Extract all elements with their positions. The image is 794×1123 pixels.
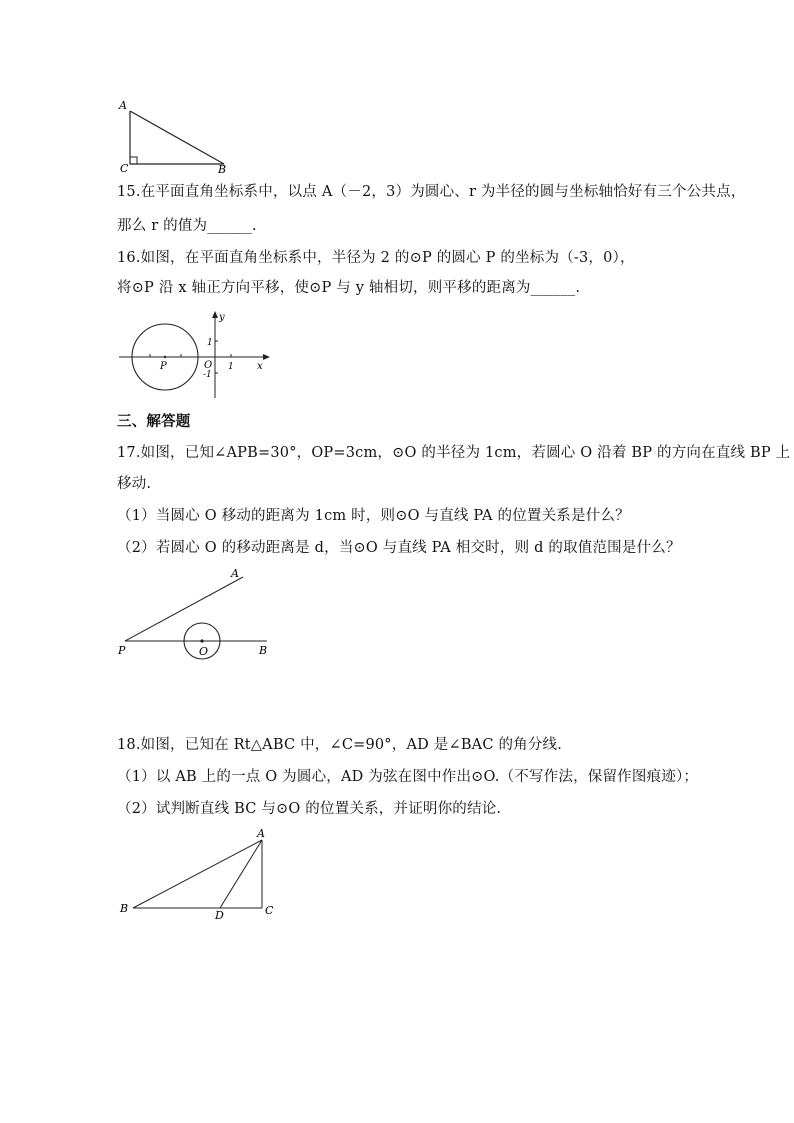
label-c: C: [120, 162, 129, 175]
label-a: A: [119, 99, 127, 112]
label-a: A: [231, 567, 239, 580]
label-c: C: [265, 904, 274, 917]
label-b: B: [120, 902, 129, 915]
axis-x-label: x: [257, 361, 263, 372]
q17-line2: 移动.: [117, 476, 152, 492]
origin-label: O: [204, 360, 213, 371]
q18-line1: 18.如图，已知在 Rt△ABC 中，∠C=90°，AD 是∠BAC 的角分线.: [117, 737, 563, 753]
q16-line1: 16.如图，在平面直角坐标系中，半径为 2 的⊙P 的圆心 P 的坐标为（-3，0），: [117, 250, 635, 266]
q18-part1: （1）以 AB 上的一点 O 为圆心，AD 为弦在图中作出⊙O.（不写作法，保留作图痕迹）；: [117, 769, 699, 785]
q18-part2: （2）试判断直线 BC 与⊙O 的位置关系，并证明你的结论.: [117, 801, 502, 817]
q15-line1: 15.在平面直角坐标系中，以点 A（－2，3）为圆心、r 为半径的圆与坐标轴恰好有三个公共点，: [117, 184, 746, 200]
tick-y-neg1: -1: [203, 370, 212, 380]
label-b: B: [218, 163, 227, 176]
label-o: O: [199, 645, 209, 658]
section-heading: 三、解答题: [117, 414, 191, 430]
tick-y-1: 1: [207, 338, 213, 348]
q17-part1: （1）当圆心 O 移动的距离为 1cm 时，则⊙O 与直线 PA 的位置关系是什么？: [117, 508, 630, 524]
label-a: A: [257, 827, 265, 840]
center-p-label: P: [160, 361, 167, 372]
q17-line1: 17.如图，已知∠APB=30°，OP=3cm，⊙O 的半径为 1cm，若圆心 O 沿着 BP 的方向在直线 BP 上: [117, 445, 791, 461]
q16-line2: 将⊙P 沿 x 轴正方向平移，使⊙P 与 y 轴相切，则平移的距离为______.: [117, 280, 581, 296]
q15-line2: 那么 r 的值为______.: [117, 218, 257, 234]
label-b: B: [259, 644, 268, 657]
angle-apb-figure: [115, 566, 275, 660]
tick-x-1: 1: [228, 362, 234, 372]
triangle-abc-bisector-figure: [115, 826, 283, 920]
axis-y-label: y: [219, 312, 225, 323]
label-d: D: [215, 909, 224, 920]
label-p: P: [118, 644, 126, 657]
q17-part2: （2）若圆心 O 的移动距离是 d，当⊙O 与直线 PA 相交时，则 d 的取值范围是什么？: [117, 540, 681, 556]
triangle-acb-figure: [112, 96, 237, 176]
circle-p-axes-figure: [115, 310, 275, 402]
